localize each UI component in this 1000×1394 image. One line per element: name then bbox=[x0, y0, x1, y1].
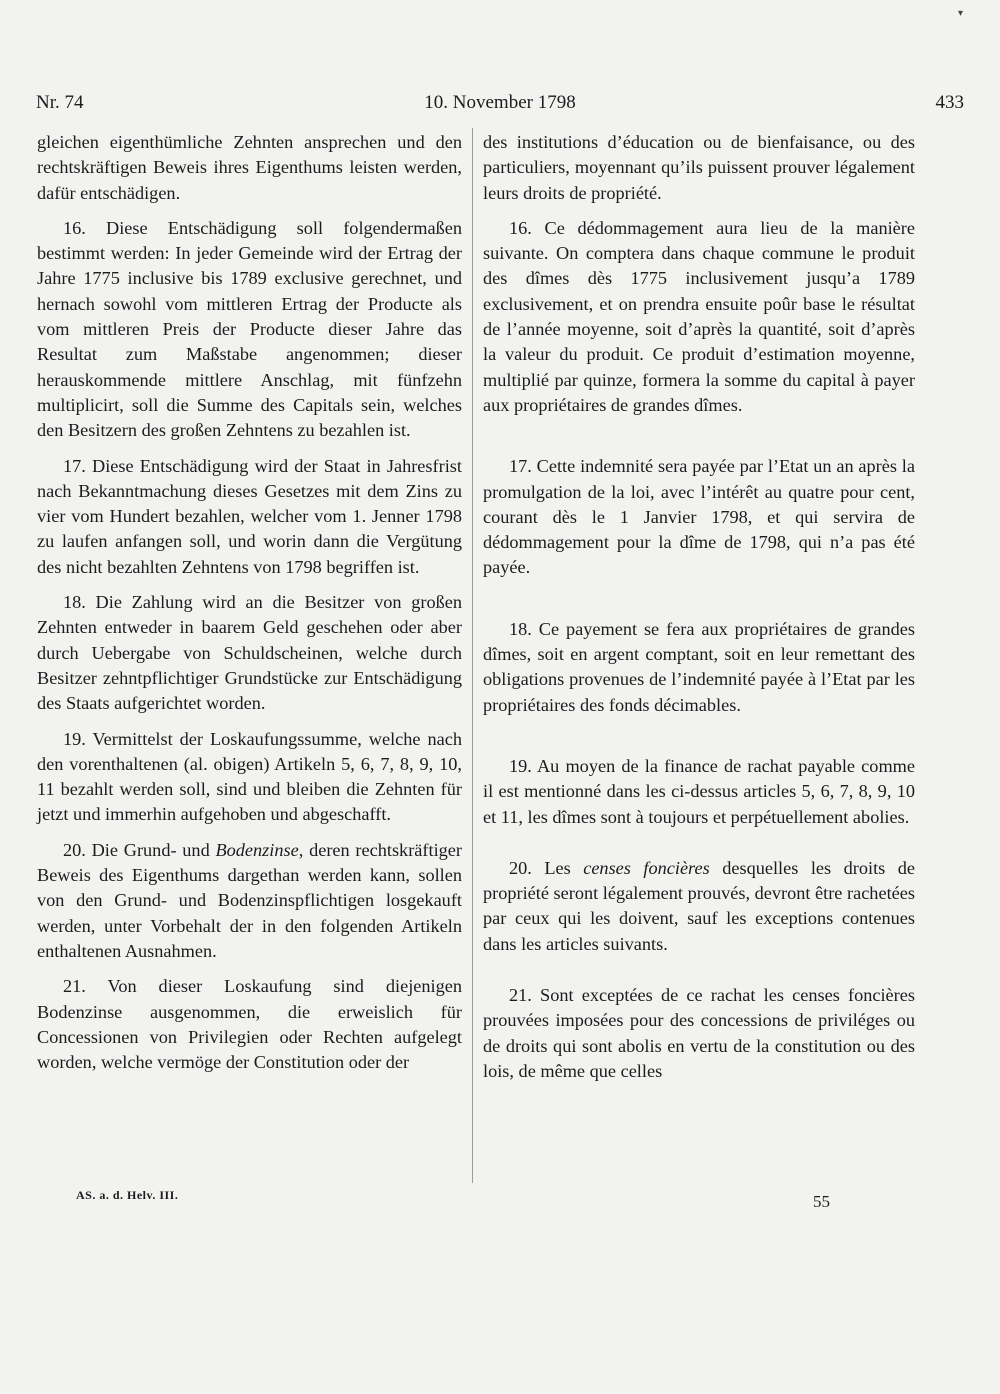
sheet-number: 55 bbox=[813, 1192, 830, 1211]
german-article-20: 20. Die Grund- und Bodenzinse, deren rechtskräftiger Beweis des Eigenthums dargethan werden kann, sollen von den Grund- und Bodenzinspflichtigen losgekauft werden, unter Vorbehalt der in den folgenden Artikeln enthaltenen Ausnahmen. bbox=[37, 839, 462, 961]
german-column bbox=[37, 130, 462, 1085]
french-paragraph-continued: des institutions d’éducation ou de bienfaisance, ou des particuliers, moyennant qu’ils puissent prouver légalement leurs droits de propriété. bbox=[483, 132, 915, 203]
french-column bbox=[483, 130, 915, 1094]
german-article-16: 16. Diese Entschädigung soll folgendermaßen bestimmt werden: In jeder Gemeinde wird der Ertrag der Jahre 1775 inclusive bis 1789 exclusive gerechnet, und hernach sowohl vom mittleren Ertrag der Producte als vom mittleren Preis der Producte dieser Jahre das Resultat zum Maßstabe angenommen; dieser herauskommende mittlere Anschlag, mit fünfzehn multiplicirt, soll die Summe des Capitals sein, welches den Besitzern des großen Zehntens zu bezahlen ist. bbox=[37, 217, 462, 441]
collection-signature: AS. a. d. Helv. III. bbox=[76, 1188, 179, 1202]
german-paragraph-continued: gleichen eigenthümliche Zehnten ansprechen und den rechtskräftigen Beweis ihres Eigenthums leisten werden, dafür entschädigen. bbox=[37, 132, 462, 203]
french-article-16: 16. Ce dédommagement aura lieu de la manière suivante. On comptera dans chaque commune le produit des dîmes dès 1775 inclusivement jusqu’a 1789 exclusivement, et on prendra ensuite poûr base le résultat de l’année moyenne, soit d’après la quantité, soit d’après la valeur du produit. Ce produit d’estimation moyenne, multiplié par quinze, formera la somme du capital à payer aux propriétaires de grandes dîmes. bbox=[483, 217, 915, 415]
german-term-bodenzinse: Bodenzinse, bbox=[215, 839, 304, 860]
document-number: Nr. 74 bbox=[36, 92, 84, 113]
corner-mark: ▾ bbox=[958, 8, 964, 19]
page-header bbox=[36, 92, 964, 118]
german-article-19: 19. Vermittelst der Loskaufungssumme, welche nach den vorenthaltenen (al. obigen) Artikeln 5, 6, 7, 8, 9, 10, 11 bezahlt werden soll, sind und bleiben die Zehnten für jetzt und immerhin aufgehoben und abgeschafft. bbox=[37, 728, 462, 825]
french-article-18: 18. Ce payement se fera aux propriétaires de grandes dîmes, soit en argent comptant, soit en leur remettant des obligations provenues de l’indemnité payée à l’Etat par les propriétaires des fonds décimables. bbox=[483, 618, 915, 715]
column-divider bbox=[472, 128, 473, 1183]
french-article-20: 20. Les censes foncières desquelles les droits de propriété seront légalement prouvés, devront être rachetées par ceux qui les doivent, sauf les exceptions contenues dans les articles suivants. bbox=[483, 857, 915, 954]
german-article-21: 21. Von dieser Loskaufung sind diejenigen Bodenzinse ausgenommen, die erweislich für Concessionen von Privilegien oder Rechten aufgelegt worden, welche vermöge der Constitution oder der bbox=[37, 976, 462, 1073]
french-term-censes-foncieres: censes foncières bbox=[583, 857, 710, 878]
document-date: 10. November 1798 bbox=[424, 92, 576, 113]
german-article-18: 18. Die Zahlung wird an die Besitzer von großen Zehnten entweder in baarem Geld geschehen oder aber durch Uebergabe von Schuldscheinen, welche durch Besitzer zehntpflichtiger Grundstücke zur Entschädigung des Staats aufgerichtet worden. bbox=[37, 592, 462, 714]
french-article-21: 21. Sont exceptées de ce rachat les censes foncières prouvées imposées pour des concessions de priviléges ou de droits qui sont abolis en vertu de la constitution ou des lois, de même que celles bbox=[483, 985, 915, 1081]
german-article-17: 17. Diese Entschädigung wird der Staat in Jahresfrist nach Bekanntmachung dieses Gesetzes mit dem Zins zu vier vom Hundert bezahlen, welcher vom 1. Jenner 1798 zu laufen anfangen soll, und worin dann die Vergütung des nicht bezahlten Zehntens von 1798 begriffen ist. bbox=[37, 455, 462, 577]
french-article-17: 17. Cette indemnité sera payée par l’Etat un an après la promulgation de la loi, avec l’intérêt au quatre pour cent, courant dès le 1 Janvier 1798, et qui servira de dédommagement pour la dîme de 1798, qui n’a pas été payée. bbox=[483, 456, 915, 578]
page-number: 433 bbox=[935, 92, 964, 113]
french-article-19: 19. Au moyen de la finance de rachat payable comme il est mentionné dans les ci-dessus articles 5, 6, 7, 8, 9, 10 et 11, les dîmes sont à toujours et perpétuellement abolies. bbox=[483, 755, 915, 827]
